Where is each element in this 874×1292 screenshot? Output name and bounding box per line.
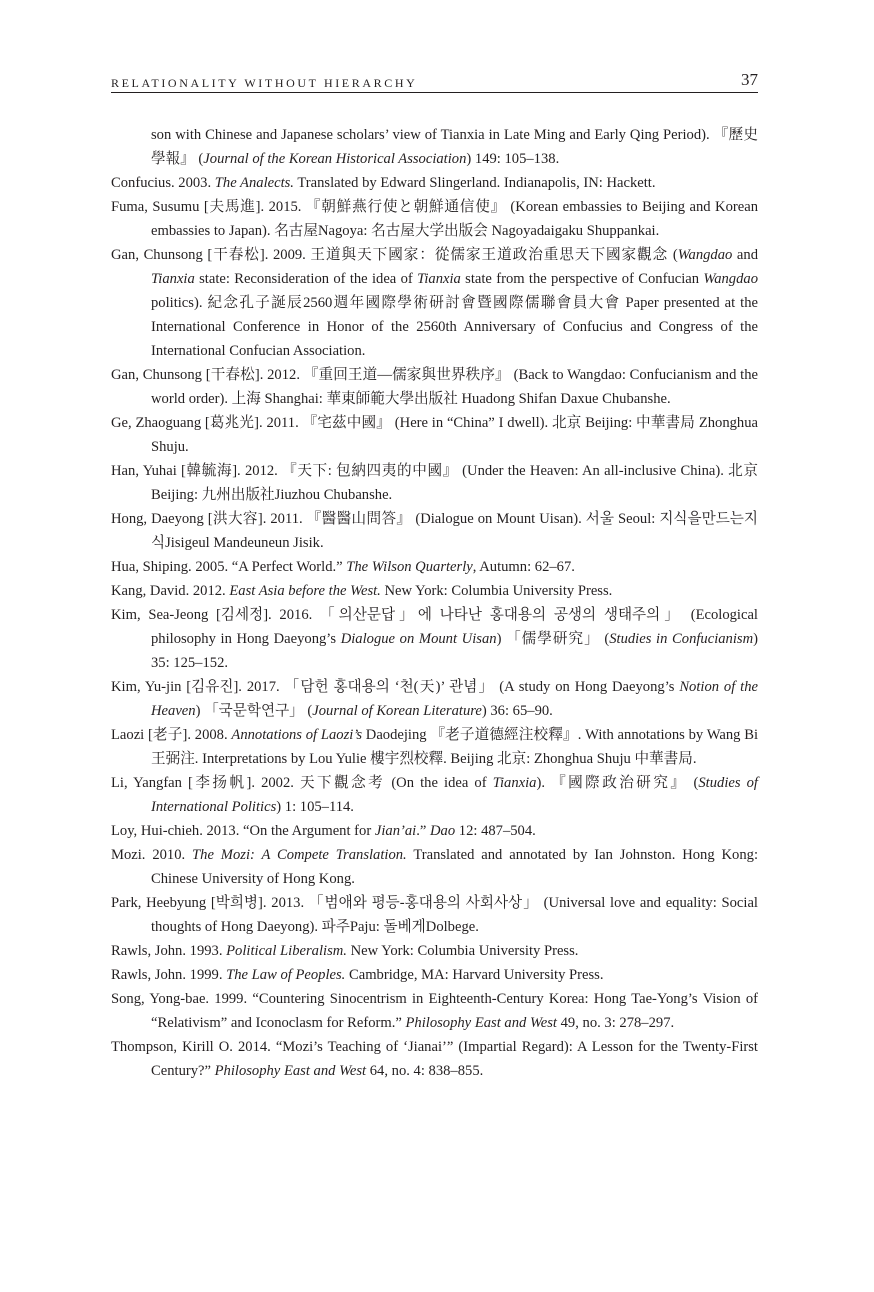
reference-text: and: [732, 247, 758, 263]
reference-text: Laozi [老子]. 2008.: [111, 727, 232, 743]
reference-list: [111, 123, 758, 1083]
reference-text: 49, no. 3: 278–297.: [556, 1015, 675, 1031]
reference-entry: [111, 579, 758, 603]
reference-entry: [111, 459, 758, 507]
reference-text: Kim, Sea-Jeong [김세정]. 2016. 「의산문답」에 나타난 홍대용의 공생의 생태주의」 (Ecological philosophy in Hong Daeyong’s: [111, 607, 758, 647]
reference-text: Park, Heebyung [박희병]. 2013. 「범애와 평등-홍대용의 사회사상」 (Universal love and equality: Social thoughts of Hong Daeyong). 파주Paju: 돌베게Dolbege.: [111, 895, 758, 935]
reference-entry: [111, 195, 758, 243]
reference-entry: [111, 843, 758, 891]
italic-title: The Law of Peoples.: [226, 967, 346, 983]
reference-entry: [111, 939, 758, 963]
reference-entry: [111, 555, 758, 579]
reference-text: Rawls, John. 1999.: [111, 967, 227, 983]
running-header: [111, 70, 758, 93]
reference-text: state from the perspective of Confucian: [460, 271, 704, 287]
reference-text: Kim, Yu-jin [김유진]. 2017. 「담헌 홍대용의 ‘천(天)’ 관념」 (A study on Hong Daeyong’s: [111, 679, 680, 695]
reference-text: Mozi. 2010.: [111, 847, 193, 863]
reference-text: Fuma, Susumu [夫馬進]. 2015. 『朝鮮燕行使と朝鮮通信使』 (Korean embassies to Beijing and Korean embassies to Japan). 名古屋Nagoya: 名古屋大学出版会 Nagoyadaigaku Shuppankai.: [111, 199, 758, 239]
reference-entry: [111, 123, 758, 171]
reference-entry: [111, 411, 758, 459]
reference-text: ) 36: 65–90.: [481, 703, 553, 719]
reference-entry: [111, 507, 758, 555]
reference-entry: [111, 819, 758, 843]
reference-entry: [111, 363, 758, 411]
reference-text: .”: [416, 823, 430, 839]
reference-entry: [111, 1035, 758, 1083]
reference-text: Loy, Hui-chieh. 2013. “On the Argument for: [111, 823, 375, 839]
italic-title: Political Liberalism.: [226, 943, 347, 959]
reference-entry: [111, 987, 758, 1035]
italic-title: The Analects.: [214, 175, 294, 191]
reference-entry: [111, 771, 758, 819]
italic-title: Notion of the Heaven: [151, 679, 758, 719]
reference-entry: [111, 171, 758, 195]
reference-text: Hong, Daeyong [洪大容]. 2011. 『醫醫山問答』 (Dialogue on Mount Uisan). 서울 Seoul: 지식을만드는지식Jisigeul Mandeuneun Jisik.: [111, 511, 758, 551]
reference-text: Cambridge, MA: Harvard University Press.: [345, 967, 604, 983]
reference-text: Translated and annotated by Ian Johnston. Hong Kong: Chinese University of Hong Kong.: [151, 847, 759, 887]
reference-text: politics). 紀念孔子誕辰2560週年國際學術研討會暨國際儒聯會員大會 Paper presented at the International Conference in Honor of the 2560th Anniversary of Confucius and Congress of the International Confucian Association.: [151, 295, 758, 359]
reference-text: ) 35: 125–152.: [151, 631, 758, 671]
reference-text: Han, Yuhai [韓毓海]. 2012. 『天下: 包納四夷的中國』 (Under the Heaven: An all-inclusive China). 北京 Beijing: 九州出版社Jiuzhou Chubanshe.: [111, 463, 758, 503]
italic-title: Wangdao: [677, 247, 733, 263]
reference-text: Ge, Zhaoguang [葛兆光]. 2011. 『宅茲中國』 (Here in “China” I dwell). 北京 Beijing: 中華書局 Zhonghua Shuju.: [111, 415, 758, 455]
italic-title: Journal of the Korean Historical Association: [203, 151, 467, 167]
reference-entry: [111, 891, 758, 939]
italic-title: Philosophy East and West: [214, 1063, 367, 1079]
reference-text: Gan, Chunsong [干春松]. 2009. 王道與天下國家：從儒家王道政治重思天下國家觀念 (: [111, 247, 678, 263]
reference-text: Confucius. 2003.: [111, 175, 215, 191]
reference-text: Hua, Shiping. 2005. “A Perfect World.”: [111, 559, 347, 575]
italic-title: East Asia before the West.: [229, 583, 381, 599]
reference-entry: [111, 675, 758, 723]
reference-text: ) 「국문학연구」 (: [195, 703, 313, 719]
reference-text: Kang, David. 2012.: [111, 583, 230, 599]
reference-text: ) 1: 105–114.: [276, 799, 354, 815]
italic-title: Tianxia: [151, 271, 195, 287]
reference-text: Thompson, Kirill O. 2014. “Mozi’s Teaching of ‘Jianai’” (Impartial Regard): A Lesson for the Twenty-First Century?”: [111, 1039, 758, 1079]
italic-title: The Mozi: A Compete Translation.: [192, 847, 407, 863]
reference-entry: [111, 963, 758, 987]
reference-text: ) 「儒學研究」 (: [496, 631, 610, 647]
italic-title: Wangdao: [703, 271, 758, 287]
reference-text: son with Chinese and Japanese scholars’ view of Tianxia in Late Ming and Early Qing Period). 『歷史學報』 (: [151, 127, 758, 167]
reference-text: Rawls, John. 1993.: [111, 943, 227, 959]
italic-title: Journal of Korean Literature: [312, 703, 482, 719]
reference-entry: [111, 603, 758, 675]
reference-text: Li, Yangfan [李扬帆]. 2002. 天下觀念考 (On the idea of: [111, 775, 493, 791]
reference-text: 64, no. 4: 838–855.: [366, 1063, 484, 1079]
italic-title: The Wilson Quarterly: [346, 559, 473, 575]
reference-text: 12: 487–504.: [455, 823, 536, 839]
reference-text: Translated by Edward Slingerland. Indianapolis, IN: Hackett.: [293, 175, 656, 191]
reference-text: Daodejing 『老子道德經注校釋』. With annotations by Wang Bi 王弼注. Interpretations by Lou Yulie 樓宇烈校釋. Beijing 北京: Zhonghua Shuju 中華書局.: [151, 727, 759, 767]
italic-title: Dialogue on Mount Uisan: [340, 631, 497, 647]
running-title: RELATIONALITY WITHOUT HIERARCHY: [111, 76, 418, 90]
italic-title: Annotations of Laozi’s: [231, 727, 362, 743]
reference-text: ). 『國際政治研究』 (: [536, 775, 699, 791]
italic-title: Tianxia: [417, 271, 461, 287]
reference-text: New York: Columbia University Press.: [380, 583, 613, 599]
italic-title: Tianxia: [492, 775, 537, 791]
reference-text: Song, Yong-bae. 1999. “Countering Sinocentrism in Eighteenth-Century Korea: Hong Tae-Yong’s Vision of “Relativism” and Iconoclasm for Reform.”: [111, 991, 758, 1031]
reference-text: Gan, Chunsong [干春松]. 2012. 『重回王道—儒家與世界秩序』 (Back to Wangdao: Confucianism and the world order). 上海 Shanghai: 華東師範大學出版社 Huadong Shifan Daxue Chubanshe.: [111, 367, 758, 407]
reference-text: state: Reconsideration of the idea of: [194, 271, 418, 287]
reference-text: ) 149: 105–138.: [466, 151, 560, 167]
reference-entry: [111, 243, 758, 363]
reference-text: New York: Columbia University Press.: [346, 943, 579, 959]
italic-title: Jian’ai: [374, 823, 417, 839]
italic-title: Studies of International Politics: [151, 775, 758, 815]
italic-title: Dao: [429, 823, 456, 839]
reference-text: , Autumn: 62–67.: [472, 559, 575, 575]
reference-entry: [111, 723, 758, 771]
italic-title: Studies in Confucianism: [609, 631, 754, 647]
italic-title: Philosophy East and West: [405, 1015, 557, 1031]
page-number: 37: [741, 70, 758, 89]
